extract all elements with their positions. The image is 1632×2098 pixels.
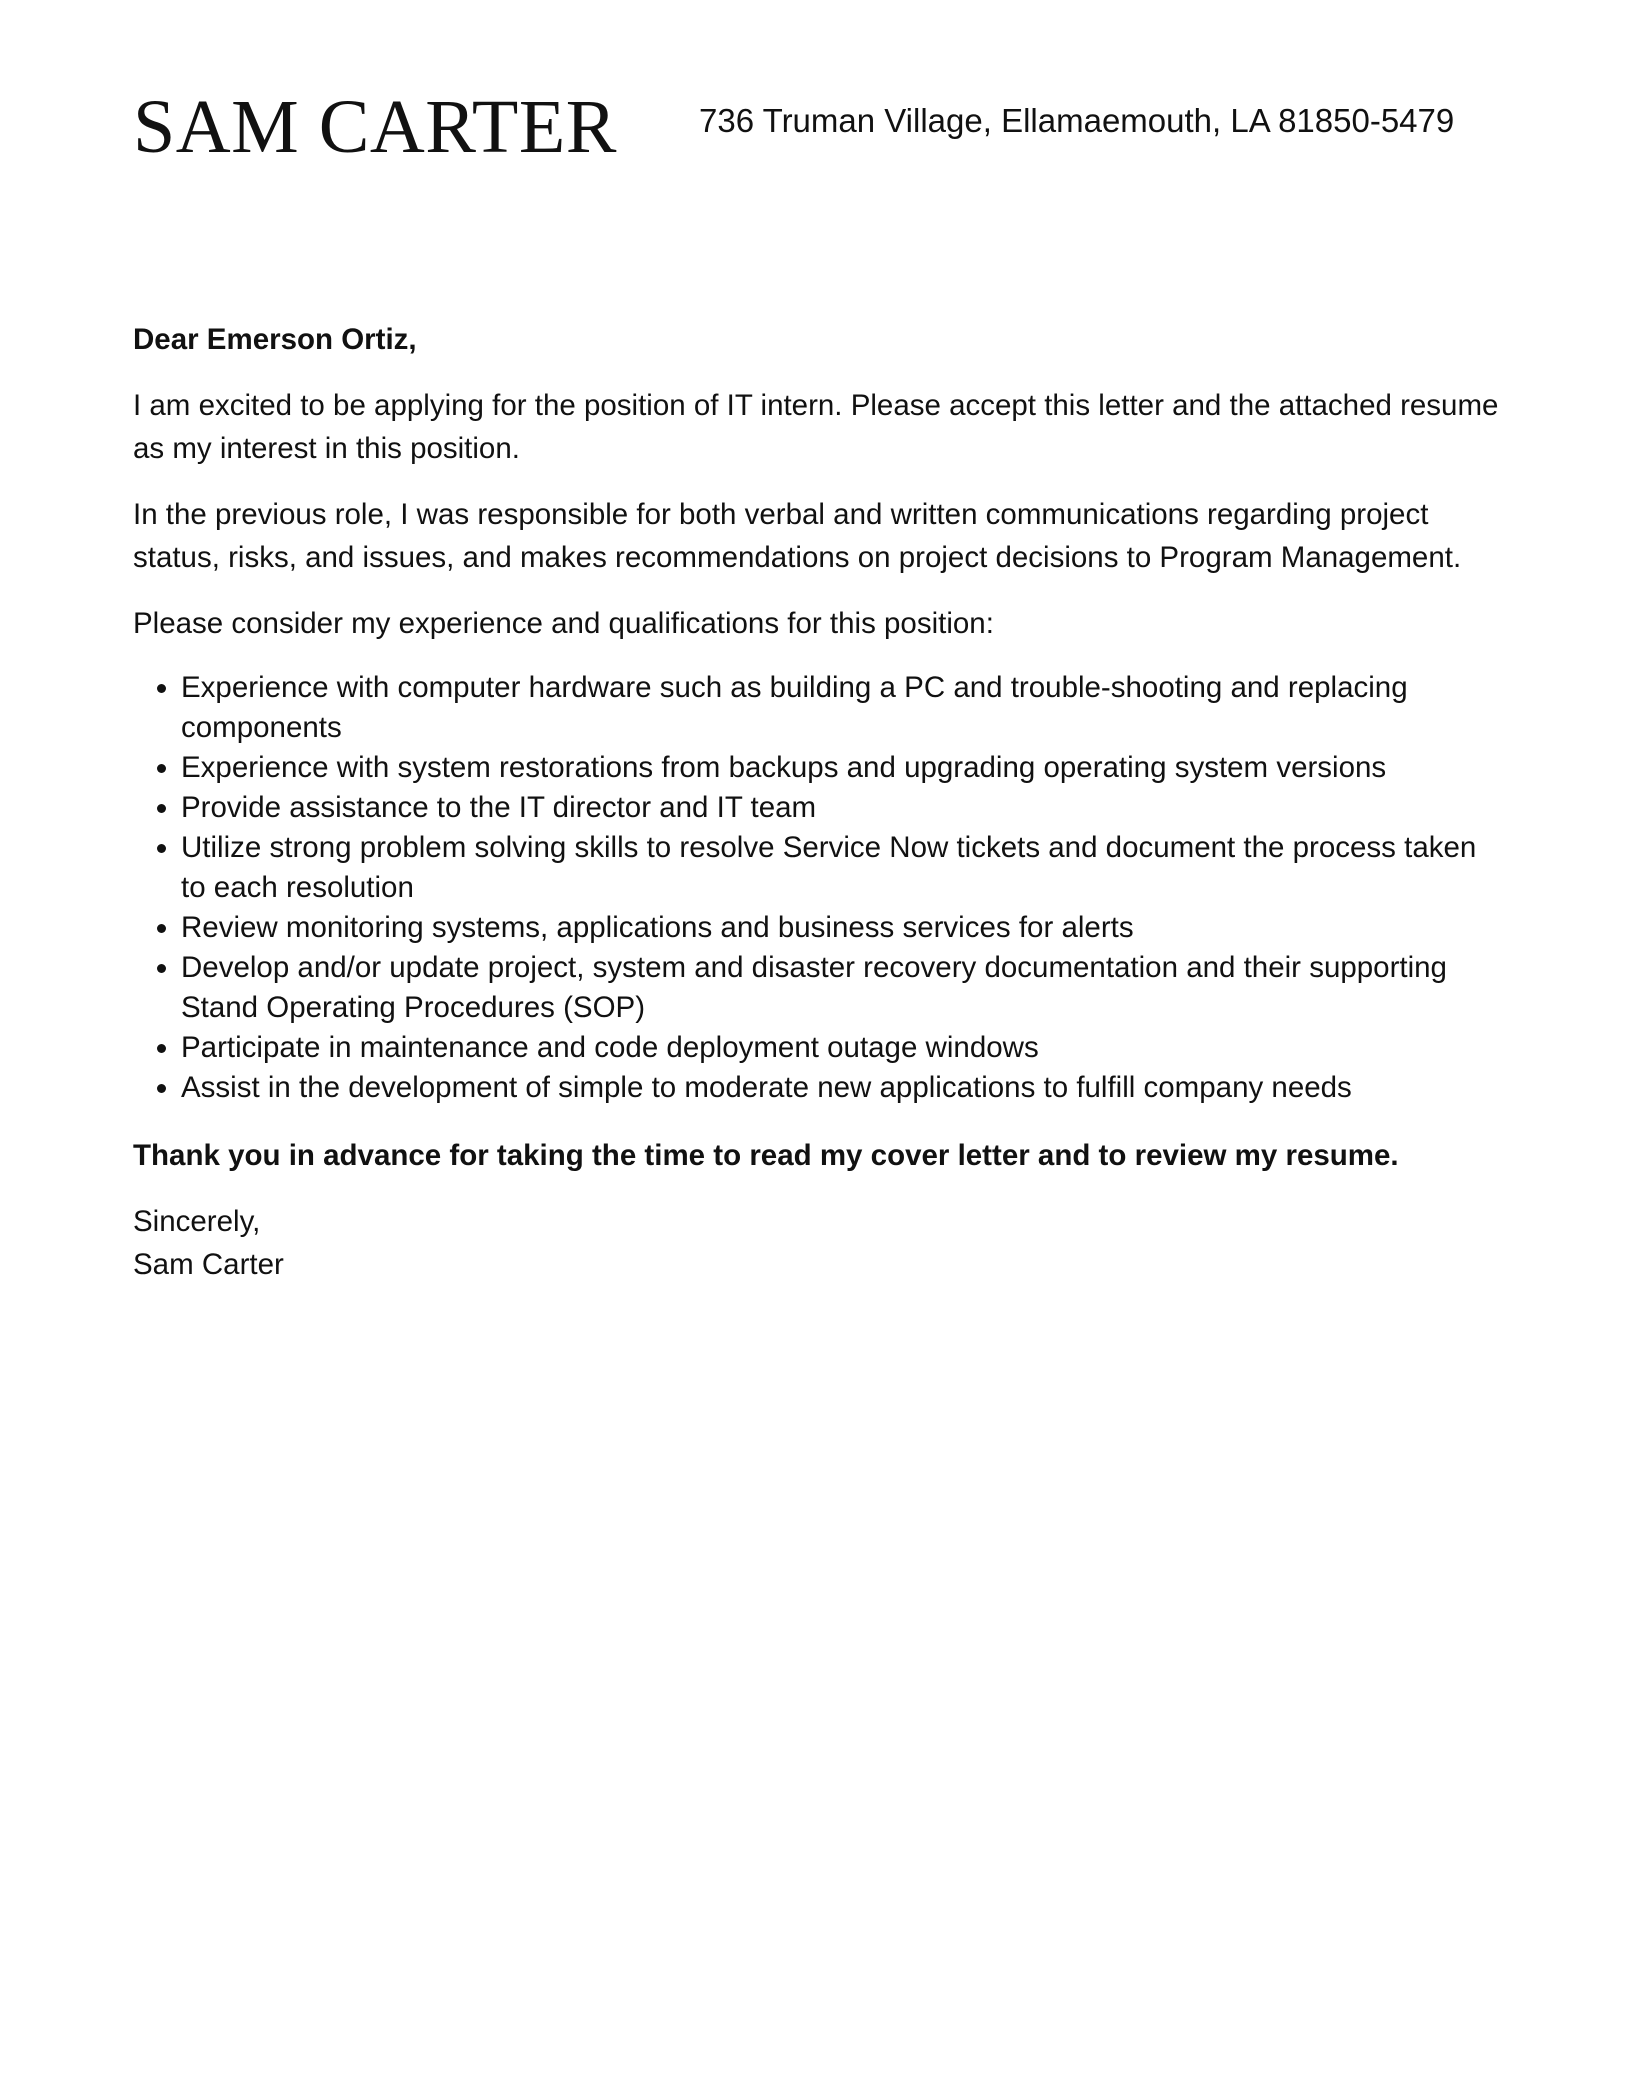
sender-address: 736 Truman Village, Ellamaemouth, LA 81850-5479 (699, 102, 1455, 139)
experience-paragraph: In the previous role, I was responsible for both verbal and written communications regarding project status, risks, and issues, and makes recommendations on project decisions to Program Management. (133, 498, 1462, 574)
list-item: • Participate in maintenance and code deployment outage windows (181, 1028, 1499, 1068)
letter-body (133, 318, 1499, 1286)
intro-paragraph: I am excited to be applying for the position of IT intern. Please accept this letter and the attached resume as my interest in this position. (133, 389, 1499, 465)
qualifications-list (133, 668, 1499, 1108)
sender-name: SAM CARTER (133, 85, 617, 169)
closing-paragraph: Thank you in advance for taking the time to read my cover letter and to review my resume. (133, 1139, 1399, 1172)
list-item: • Experience with system restorations from backups and upgrading operating system versions (181, 748, 1499, 788)
signoff (133, 1200, 1499, 1286)
greeting: Dear Emerson Ortiz, (133, 323, 417, 356)
list-item: • Review monitoring systems, applications and business services for alerts (181, 908, 1499, 948)
signature-name: Sam Carter (133, 1248, 284, 1281)
letter-header (133, 82, 1499, 172)
list-item: • Utilize strong problem solving skills to resolve Service Now tickets and document the process taken to each resolution (181, 828, 1499, 908)
list-item: • Develop and/or update project, system and disaster recovery documentation and their supporting Stand Operating Procedures (SOP) (181, 948, 1499, 1028)
signoff-text: Sincerely, (133, 1205, 261, 1238)
list-item: • Assist in the development of simple to moderate new applications to fulfill company needs (181, 1068, 1499, 1108)
qualifications-intro: Please consider my experience and qualifications for this position: (133, 607, 994, 640)
list-item: • Provide assistance to the IT director and IT team (181, 788, 1499, 828)
list-item: • Experience with computer hardware such as building a PC and trouble-shooting and replacing components (181, 668, 1499, 748)
